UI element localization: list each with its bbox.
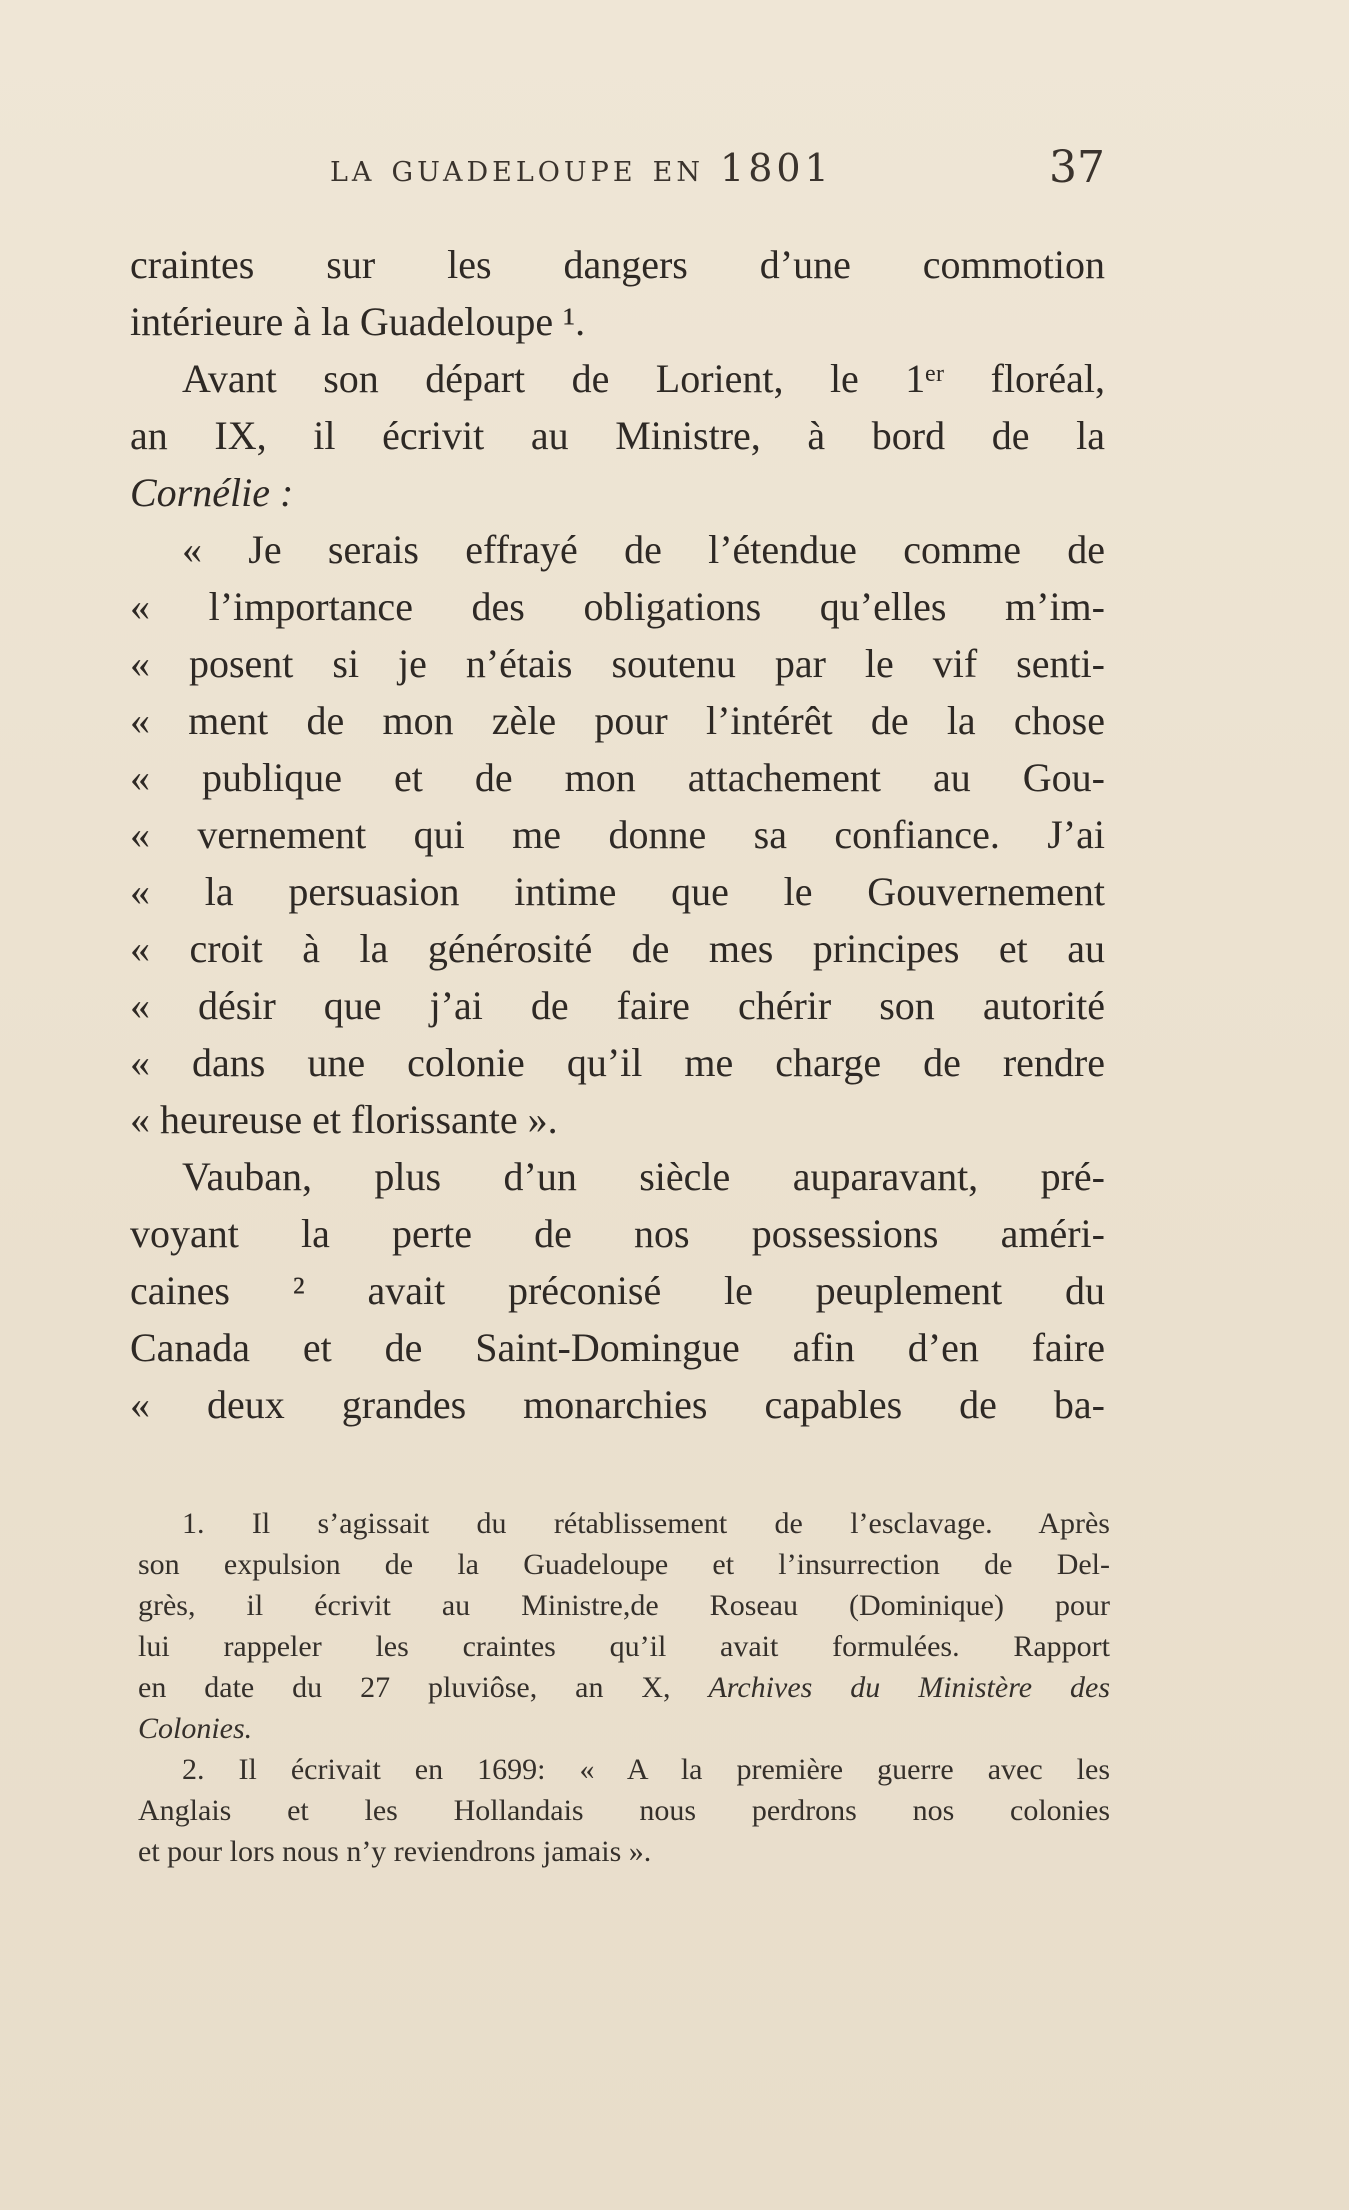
footnote-citation: Archives du Ministère des bbox=[708, 1671, 1110, 1704]
footnote-line: 2. Il écrivait en 1699: « A la première guerre avec les bbox=[182, 1753, 1110, 1786]
footnote-line: Colonies. bbox=[138, 1712, 253, 1745]
text-line: intérieure à la Guadeloupe ¹. bbox=[130, 299, 586, 344]
text-line: craintes sur les dangers d’une commotion bbox=[130, 242, 1105, 287]
text-line: Canada et de Saint-Domingue afin d’en faire bbox=[130, 1325, 1105, 1370]
text-line: « posent si je n’étais soutenu par le vif senti- bbox=[130, 641, 1105, 686]
footnote-line: grès, il écrivit au Ministre,de Roseau (Dominique) pour bbox=[138, 1589, 1110, 1622]
text-line: « croit à la générosité de mes principes et au bbox=[130, 926, 1105, 971]
text-line: caines ² avait préconisé le peuplement du bbox=[130, 1268, 1105, 1313]
text-line: « ment de mon zèle pour l’intérêt de la chose bbox=[130, 698, 1105, 743]
text-line: Vauban, plus d’un siècle auparavant, pré- bbox=[182, 1154, 1105, 1199]
text-line: « heureuse et florissante ». bbox=[130, 1097, 558, 1142]
footnote-text: en date du 27 pluviôse, an X, bbox=[138, 1671, 671, 1704]
text-line: « deux grandes monarchies capables de ba- bbox=[130, 1382, 1105, 1427]
text-line: an IX, il écrivit au Ministre, à bord de la bbox=[130, 413, 1105, 458]
footnote-line: lui rappeler les craintes qu’il avait formulées. Rapport bbox=[138, 1630, 1110, 1663]
body-text bbox=[130, 236, 1105, 1433]
text-line: « dans une colonie qu’il me charge de rendre bbox=[130, 1040, 1105, 1085]
text-line: « vernement qui me donne sa confiance. J’ai bbox=[130, 812, 1105, 857]
footnote-line bbox=[138, 1667, 1110, 1708]
page-number: 37 bbox=[1049, 142, 1105, 193]
text-line: « publique et de mon attachement au Gou- bbox=[130, 755, 1105, 800]
text-line: voyant la perte de nos possessions améri- bbox=[130, 1211, 1105, 1256]
text-line: « Je serais effrayé de l’étendue comme de bbox=[182, 527, 1105, 572]
running-title: la guadeloupe en 1801 bbox=[330, 146, 833, 190]
page-header bbox=[130, 142, 1105, 206]
text-line: Avant son départ de Lorient, le 1ᵉʳ floréal, bbox=[182, 356, 1105, 401]
footnote-line: et pour lors nous n’y reviendrons jamais ». bbox=[138, 1835, 652, 1868]
footnote-line: Anglais et les Hollandais nous perdrons nos colonies bbox=[138, 1794, 1110, 1827]
text-line: « désir que j’ai de faire chérir son autorité bbox=[130, 983, 1105, 1028]
footnote-line: 1. Il s’agissait du rétablissement de l’esclavage. Après bbox=[182, 1507, 1110, 1540]
text-line: Cornélie : bbox=[130, 470, 294, 515]
footnotes bbox=[138, 1503, 1110, 1872]
footnote-line: son expulsion de la Guadeloupe et l’insurrection de Del- bbox=[138, 1548, 1110, 1581]
text-line: « l’importance des obligations qu’elles m’im- bbox=[130, 584, 1105, 629]
text-line: « la persuasion intime que le Gouvernement bbox=[130, 869, 1105, 914]
